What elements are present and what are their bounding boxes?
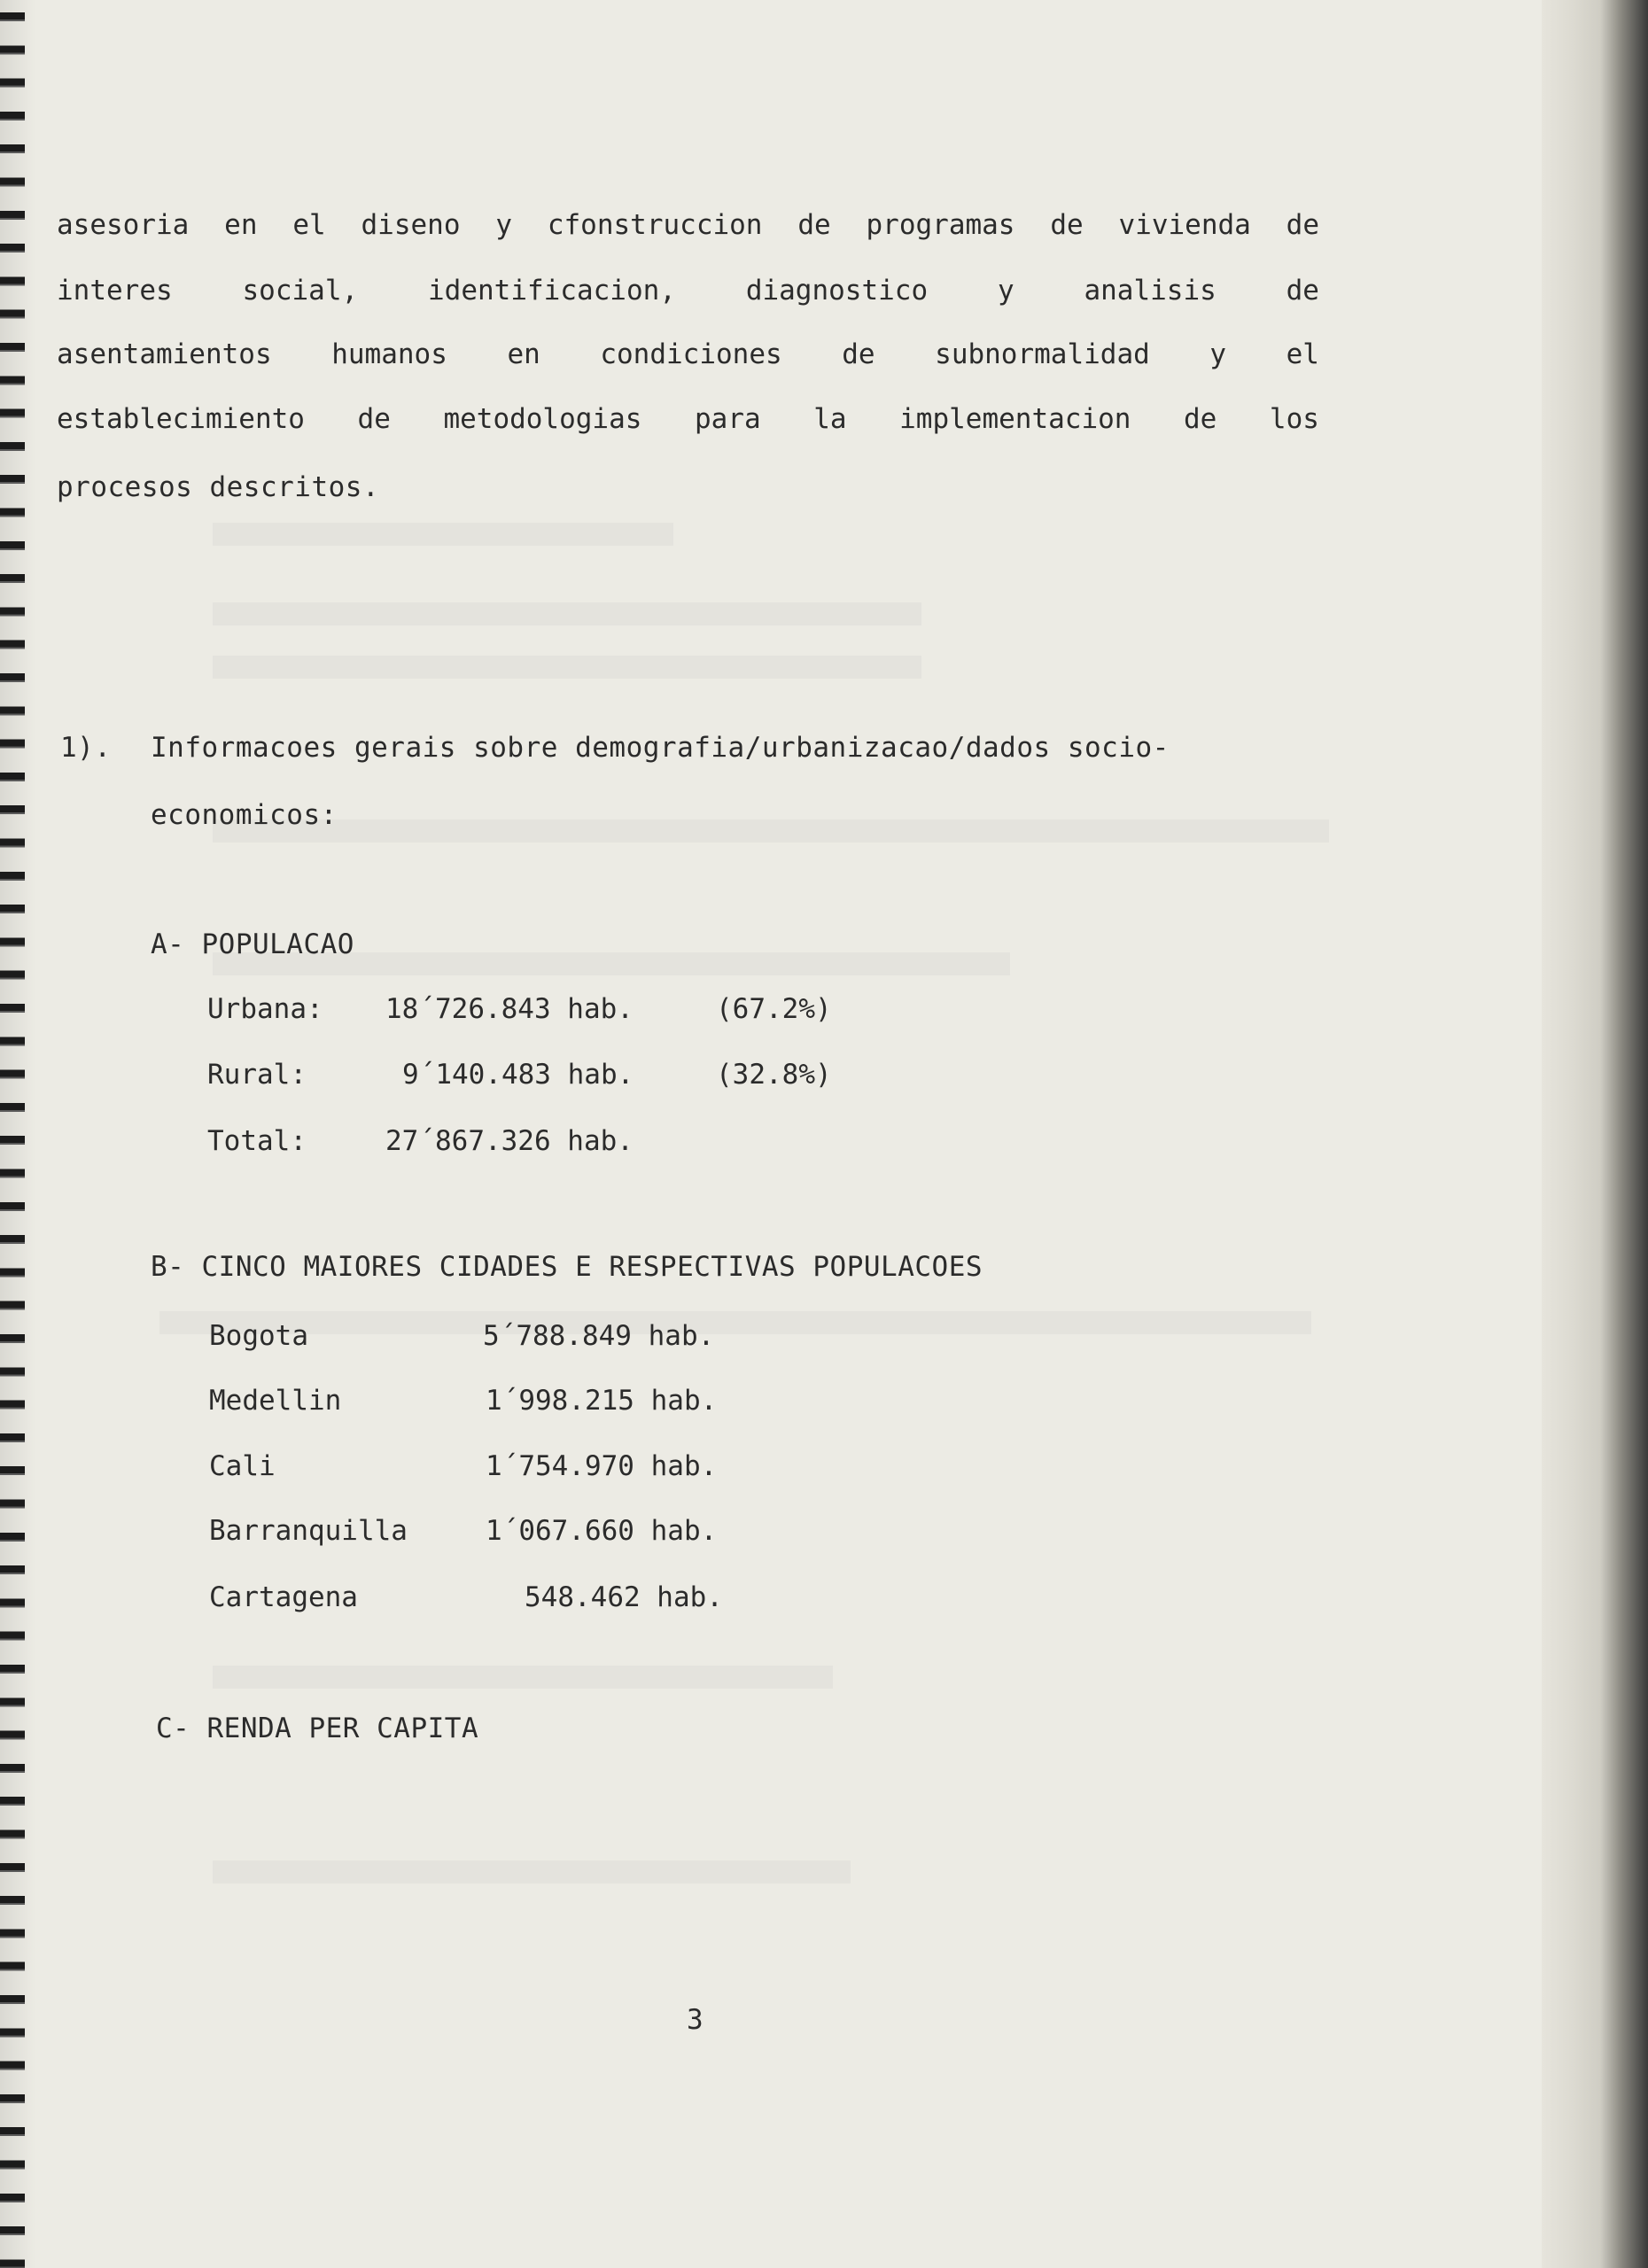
word: condiciones (600, 338, 782, 370)
word: subnormalidad (935, 338, 1150, 370)
city-population: 1´067.660 hab. (486, 1515, 718, 1547)
word: humanos (331, 338, 447, 370)
city-name: Bogota (209, 1320, 308, 1352)
paragraph-line-5: procesos descritos. (57, 471, 380, 503)
word: cfonstruccion (547, 209, 763, 241)
bleed-through (213, 819, 1329, 843)
word: de (357, 403, 391, 435)
population-value: 18´726.843 hab. (385, 993, 634, 1025)
word: vivienda (1118, 209, 1251, 241)
word: analisis (1084, 275, 1217, 307)
item-number: 1). (60, 732, 112, 764)
word: asentamientos (57, 338, 272, 370)
bleed-through (213, 656, 921, 679)
city-name: Barranquilla (209, 1515, 408, 1547)
bleed-through (213, 602, 921, 625)
bleed-through (213, 523, 673, 546)
population-label: Total: (207, 1125, 307, 1157)
word: en (507, 338, 540, 370)
city-population: 1´998.215 hab. (486, 1385, 718, 1417)
word: y (1209, 338, 1227, 370)
population-label: Rural: (207, 1059, 307, 1091)
word: y (997, 275, 1014, 307)
city-population: 548.462 hab. (525, 1581, 723, 1613)
city-name: Medellin (209, 1385, 342, 1417)
word: de (1286, 275, 1319, 307)
word: implementacion (899, 403, 1131, 435)
word: programas (866, 209, 1015, 241)
item-heading-line-1: Informacoes gerais sobre demografia/urbanizacao/dados socio- (151, 732, 1170, 764)
paragraph-line-1 (57, 209, 1319, 241)
paragraph-line-3 (57, 338, 1319, 370)
spiral-binding (0, 0, 25, 2268)
word: para (695, 403, 761, 435)
word: social, (242, 275, 359, 307)
word: de (842, 338, 875, 370)
word: establecimiento (57, 403, 305, 435)
word: de (1286, 209, 1319, 241)
population-percent: (67.2%) (716, 993, 832, 1025)
word: el (292, 209, 326, 241)
word: la (813, 403, 847, 435)
word: en (224, 209, 258, 241)
city-name: Cartagena (209, 1581, 358, 1613)
population-percent: (32.8%) (716, 1059, 832, 1091)
city-population: 5´788.849 hab. (483, 1320, 715, 1352)
word: interes (57, 275, 173, 307)
page-stack-edge (1542, 0, 1648, 2268)
word: diagnostico (745, 275, 929, 307)
page-number: 3 (687, 2004, 704, 2036)
population-label: Urbana: (207, 993, 323, 1025)
word: el (1286, 338, 1319, 370)
paragraph-line-4 (57, 403, 1319, 435)
paragraph-line-2 (57, 275, 1319, 307)
word: de (1050, 209, 1084, 241)
word: y (495, 209, 512, 241)
section-c-title: C- RENDA PER CAPITA (156, 1713, 479, 1744)
word: de (1184, 403, 1217, 435)
word: los (1269, 403, 1319, 435)
item-heading-line-2: economicos: (151, 799, 338, 831)
word: identificacion, (428, 275, 676, 307)
population-value: 27´867.326 hab. (385, 1125, 634, 1157)
section-a-title: A- POPULACAO (151, 928, 354, 960)
word: diseno (361, 209, 461, 241)
bleed-through (213, 1666, 833, 1689)
word: asesoria (57, 209, 190, 241)
population-value: 9´140.483 hab. (402, 1059, 634, 1091)
city-name: Cali (209, 1450, 276, 1482)
bleed-through (213, 1860, 851, 1884)
bleed-through (159, 1311, 1311, 1334)
city-population: 1´754.970 hab. (486, 1450, 718, 1482)
word: de (797, 209, 831, 241)
section-b-title: B- CINCO MAIORES CIDADES E RESPECTIVAS POPULACOES (151, 1251, 983, 1283)
word: metodologias (443, 403, 642, 435)
